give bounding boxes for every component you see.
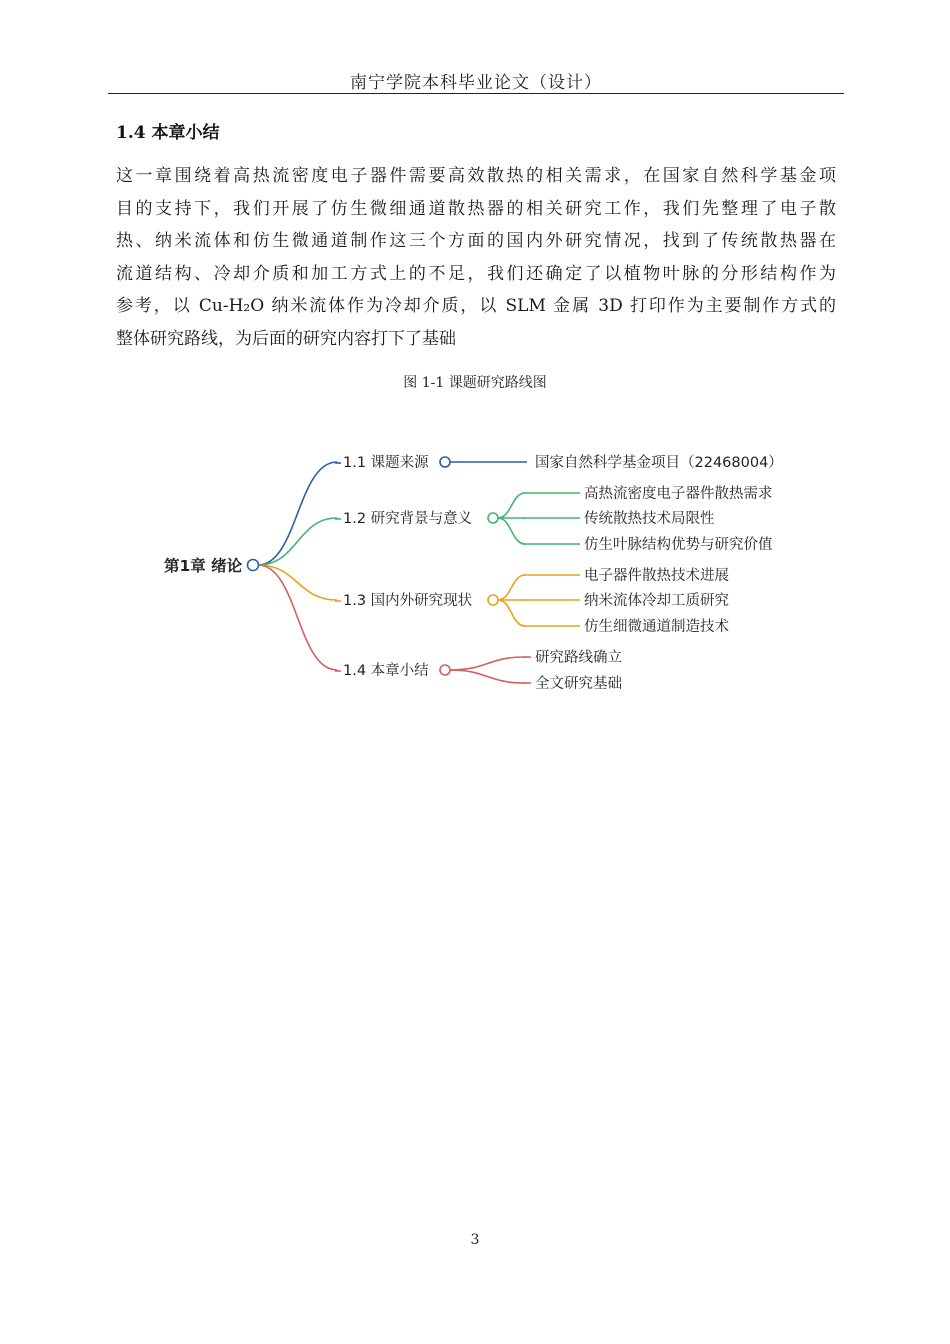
paragraph-line: 目的支持下，我们开展了仿生微细通道散热器的相关研究工作，我们先整理了电子散 [116, 198, 836, 219]
branch-node-label: 1.4 本章小结 [343, 663, 429, 679]
branch-node-circle [488, 513, 498, 523]
leaf-link [498, 518, 525, 544]
leaf-node-label: 仿生叶脉结构优势与研究价值 [584, 537, 773, 553]
leaf-link [498, 600, 525, 626]
section-heading [116, 118, 220, 143]
leaf-node-label: 全文研究基础 [535, 676, 622, 692]
header-divider [108, 93, 844, 94]
leaf-node-label: 传统散热技术局限性 [584, 511, 715, 527]
leaf-node-label: 电子器件散热技术进展 [584, 568, 729, 584]
branch-node-label: 1.3 国内外研究现状 [343, 593, 473, 609]
leaf-link [450, 657, 525, 670]
section-number: 1.4 [116, 123, 146, 143]
leaf-node-label: 国家自然科学基金项目（22468004） [535, 455, 783, 471]
leaf-node-label: 研究路线确立 [535, 650, 622, 666]
paragraph-line: 流道结构、冷却介质和加工方式上的不足，我们还确定了以植物叶脉的分形结构作为 [116, 263, 836, 284]
figure-caption: 图 1-1 课题研究路线图 [403, 375, 547, 391]
summary-paragraph [116, 160, 836, 355]
page-header-title: 南宁学院本科毕业论文（设计） [350, 73, 602, 93]
branch-link [258, 518, 337, 565]
root-node-circle [248, 560, 259, 571]
paragraph-line: 这一章围绕着高热流密度电子器件需要高效散热的相关需求，在国家自然科学基金项 [116, 166, 836, 186]
paragraph-line: 参考，以 Cu-H₂O 纳米流体作为冷却介质，以 SLM 金属 3D 打印作为主要制作方式的 [116, 296, 836, 316]
leaf-link [450, 670, 525, 683]
leaf-node-label: 高热流密度电子器件散热需求 [584, 486, 773, 502]
leaf-node-label: 纳米流体冷却工质研究 [584, 593, 729, 609]
branch-node-circle [440, 665, 450, 675]
leaf-node-label: 仿生细微通道制造技术 [584, 619, 729, 635]
paragraph-line: 热、纳米流体和仿生微通道制作这三个方面的国内外研究情况，找到了传统散热器在 [116, 231, 836, 251]
paragraph-line: 整体研究路线，为后面的研究内容打下了基础 [116, 328, 456, 349]
leaf-link [498, 493, 525, 518]
branch-node-label: 1.1 课题来源 [343, 455, 429, 471]
branch-node-circle [440, 457, 450, 467]
section-title-text: 本章小结 [151, 123, 220, 143]
leaf-link [498, 575, 525, 600]
page-number: 3 [470, 1232, 480, 1248]
branch-node-circle [488, 595, 498, 605]
branch-link [258, 565, 337, 670]
branch-link [258, 462, 337, 565]
branch-link [258, 565, 337, 600]
research-roadmap-mindmap [150, 438, 820, 708]
root-node-label: 第1章 绪论 [164, 557, 243, 575]
branch-node-label: 1.2 研究背景与意义 [343, 511, 473, 527]
